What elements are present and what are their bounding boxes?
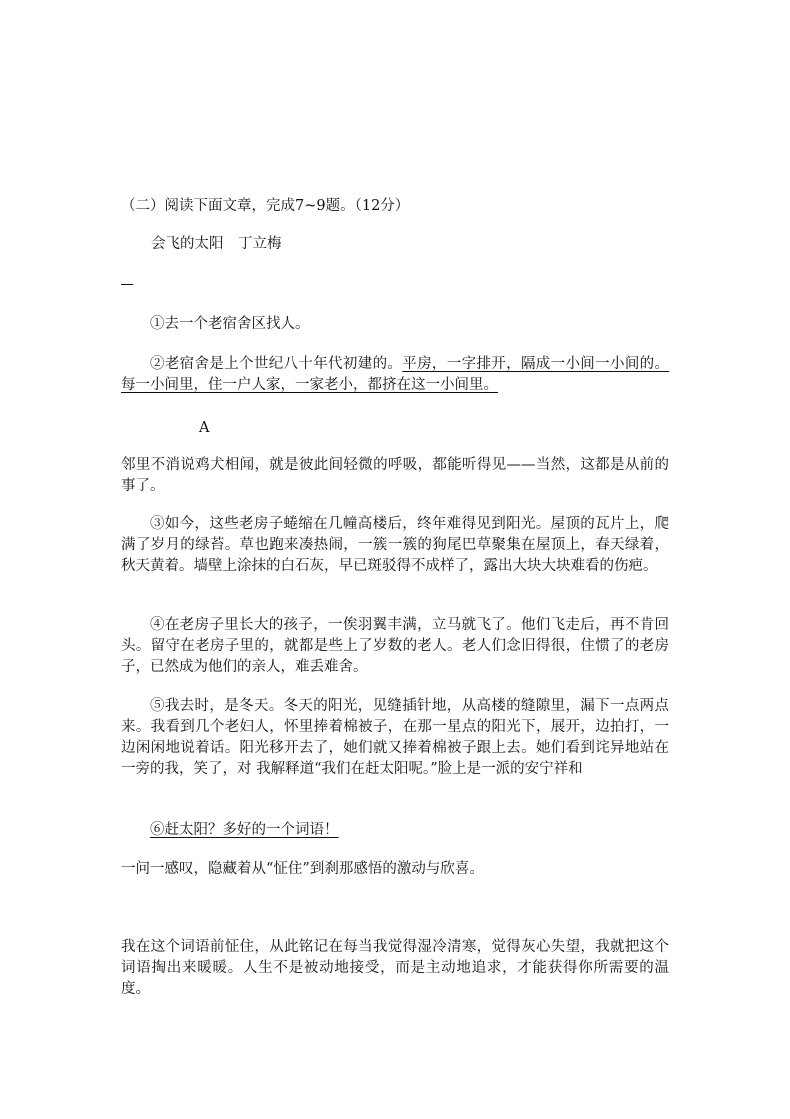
paragraph-3: ③如今，这些老房子蜷缩在几幢高楼后，终年难得见到阳光。屋顶的瓦片上，爬满了岁月的绿苔。草也跑来凑热闹，一簇一簇的狗尾巴草聚集在屋顶上，春天绿着，秋天黄着。墙壁上涂抹的白石灰，早已斑驳得不成样了，露出大块大块难看的伤疤。 (121, 516, 669, 574)
paragraph-2-lead: ②老宿舍是上个世纪八十年代初建的。 (150, 356, 403, 372)
section-header: （二）阅读下面文章，完成7~9题。（12分） (121, 198, 410, 214)
article-title: 会飞的太阳 丁立梅 (151, 236, 282, 252)
paragraph-4: ④在老房子里长大的孩子，一俟羽翼丰满，立马就飞了。他们飞走后，再不肯回头。留守在老房子里的，就都是些上了岁数的老人。老人们念旧得很，住惯了的老房子，已然成为他们的亲人，难丢难舍。 (121, 617, 669, 675)
paragraph-1: ①去一个老宿舍区找人。 (150, 316, 310, 332)
paragraph-6-note: 一问一感叹，隐藏着从“怔住”到刹那感悟的激动与欣喜。 (121, 861, 484, 877)
paragraph-2-continuation: 邻里不消说鸡犬相闻，就是彼此间轻微的呼吸，都能听得见——当然，这都是从前的事了。 (121, 457, 669, 494)
paragraph-5: ⑤我去时，是冬天。冬天的阳光，见缝插针地，从高楼的缝隙里，漏下一点两点来。我看到几个老妇人，怀里捧着棉被子，在那一星点的阳光下，展开，边拍打，一边闲闲地说着话。阳光移开去了，她们就又捧着棉被子跟上去。她们看到诧异地站在一旁的我，笑了，对 我解释道“我们在赶太阳呢。”脸上是一派的安宁祥和 (121, 698, 669, 777)
paragraph-6-underlined: ⑥赶太阳？多好的一个词语！ (150, 822, 339, 838)
paragraph-6 (150, 820, 339, 841)
paragraph-2 (121, 354, 669, 396)
annotation-mark-a: A (199, 420, 210, 436)
paragraph-7: 我在这个词语前怔住，从此铭记在每当我觉得湿冷清寒，觉得灰心失望，我就把这个词语掏出来暖暖。人生不是被动地接受，而是主动地追求，才能获得你所需要的温度。 (121, 939, 669, 997)
separator-dash (121, 284, 133, 285)
paragraph-2-underlined: 平房，一字排开，隔成一小间一小间的。每一小间里，住一户人家，一家老小，都挤在这一小间里。 (121, 356, 669, 393)
